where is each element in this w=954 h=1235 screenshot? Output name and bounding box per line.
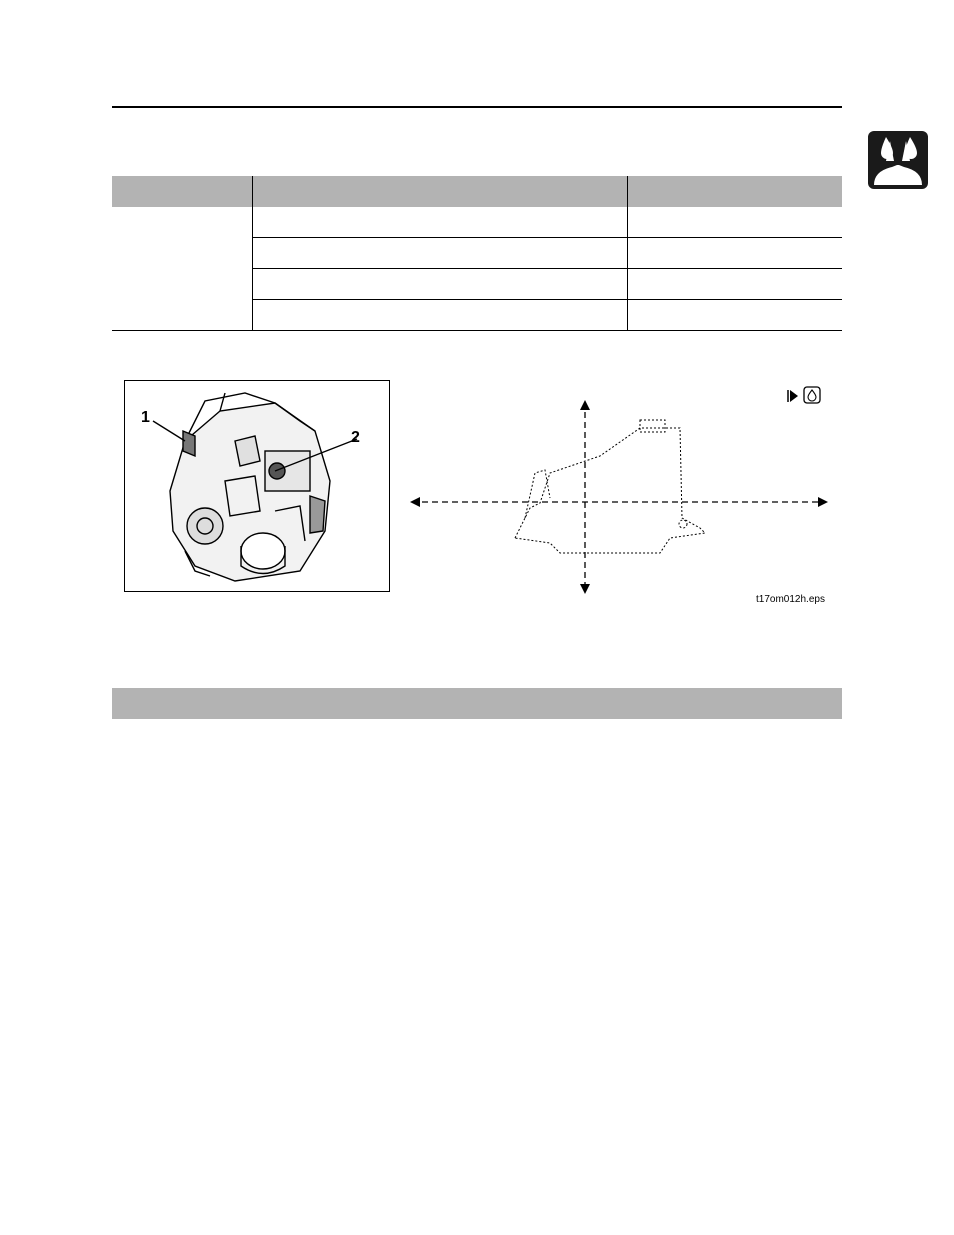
callout-1: 1 bbox=[141, 409, 150, 426]
table-header-cell bbox=[627, 176, 842, 207]
table-cell bbox=[252, 269, 627, 300]
table-cell bbox=[627, 269, 842, 300]
up-arrow-icon bbox=[580, 400, 590, 410]
table-cell bbox=[252, 207, 627, 238]
table-cell bbox=[627, 300, 842, 331]
section-heading-band bbox=[112, 688, 842, 719]
table-cell bbox=[252, 300, 627, 331]
table-header-row bbox=[112, 176, 842, 207]
spec-table bbox=[112, 176, 842, 331]
fluid-drops-tab-icon bbox=[868, 131, 928, 189]
table-cell bbox=[627, 238, 842, 269]
oil-level-indicator-icon bbox=[788, 387, 820, 403]
figure-filename: t17om012h.eps bbox=[756, 594, 825, 605]
table-group-cell bbox=[112, 207, 252, 331]
down-arrow-icon bbox=[580, 584, 590, 594]
tilted-machine-outline bbox=[515, 420, 705, 553]
left-arrow-icon bbox=[410, 497, 420, 507]
right-arrow-icon bbox=[818, 497, 828, 507]
table-row bbox=[112, 207, 842, 238]
engine-drawing bbox=[125, 381, 389, 591]
callout-2: 2 bbox=[351, 429, 360, 446]
table-header-cell bbox=[252, 176, 627, 207]
table-cell bbox=[252, 238, 627, 269]
table-cell bbox=[627, 207, 842, 238]
table-header-cell bbox=[112, 176, 252, 207]
top-rule bbox=[112, 106, 842, 108]
machine-level-diagram bbox=[400, 378, 840, 610]
engine-illustration bbox=[124, 380, 390, 592]
